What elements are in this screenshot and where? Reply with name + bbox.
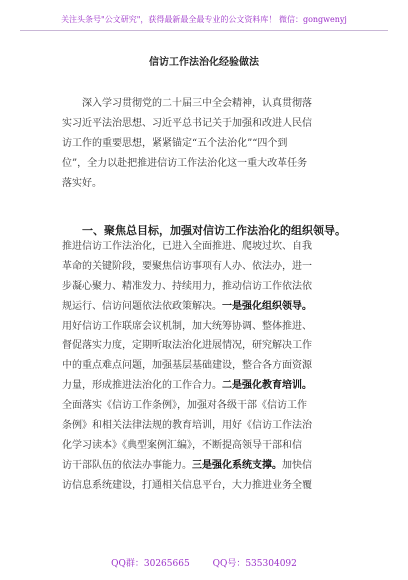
body-line — [62, 277, 352, 297]
intro-paragraph — [62, 94, 352, 193]
intro-line: 位”，全力以赴把推进信访工作法治化这一重大改革任务 — [62, 157, 308, 169]
footer-qq-group: QQ群：30265665 — [111, 559, 190, 569]
body-line — [62, 356, 352, 376]
header-banner: 关注头条号"公文研究"，获得最新最全最专业的公文资料库！ 微信：gongwenyj — [20, 14, 388, 31]
footer — [20, 556, 388, 569]
footer-qq: QQ号：535304092 — [212, 559, 297, 569]
bold-subheading: 三是强化系统支撑。 — [192, 459, 282, 471]
body-line — [62, 317, 352, 337]
body-text: 革命的关键阶段，要聚焦信访事项有人办、依法办，进一 — [62, 260, 312, 272]
bold-subheading: 一是强化组织领导。 — [222, 300, 312, 312]
body-paragraph — [62, 237, 352, 496]
body-text: 全面落实《信访工作条例》，加强对各级干部《信访工作 — [62, 400, 307, 412]
body-text: 访信息系统建设，打通相关信息平台，大力推进业务全覆 — [62, 479, 312, 491]
body-line — [62, 416, 352, 436]
body-text: 用好信访工作联席会议机制，加大统筹协调、整体推进、 — [62, 320, 312, 332]
body-text: 步凝心聚力、精准发力、持续用力，推动信访工作依法依 — [62, 280, 312, 292]
body-line — [62, 476, 352, 496]
body-text: 加快信 — [282, 459, 312, 471]
body-text: 规运行、信访问题依法依政策解决。 — [62, 300, 222, 312]
body-text: 化学习读本》《典型案例汇编》，不断提高领导干部和信 — [62, 439, 302, 451]
body-text: 督促落实力度，定期听取法治化进展情况，研究解决工作 — [62, 340, 312, 352]
intro-line: 实习近平法治思想、习近平总书记关于加强和改进人民信 — [62, 117, 312, 129]
body-line — [62, 237, 352, 257]
intro-line: 访工作的重要思想，紧紧锚定“五个法治化”“四个到 — [62, 137, 288, 149]
bold-subheading: 二是强化教育培训。 — [222, 380, 312, 392]
body-line — [62, 297, 352, 317]
body-line — [62, 336, 352, 356]
document-title: 信访工作法治化经验做法 — [149, 57, 259, 68]
body-text: 推进信访工作法治化，已进入全面推进、爬坡过坎、自我 — [62, 241, 312, 252]
section-heading: 一、聚焦总目标，加强对信访工作法治化的组织领导。 — [82, 224, 346, 237]
body-line — [62, 376, 352, 396]
intro-line: 落实好。 — [62, 177, 102, 189]
intro-line: 深入学习贯彻党的二十届三中全会精神，认真贯彻落 — [82, 98, 312, 109]
body-line — [62, 456, 352, 476]
body-line — [62, 257, 352, 277]
body-text: 条例》和相关法律法规的教育培训，用好《信访工作法治 — [62, 420, 312, 432]
body-text: 中的重点难点问题，加强基层基础建设，整合各方面资源 — [62, 360, 312, 372]
body-text: 访干部队伍的依法办事能力。 — [62, 459, 192, 471]
body-text: 力量，形成推进法治化的工作合力。 — [62, 380, 222, 392]
body-line — [62, 396, 352, 416]
body-line — [62, 436, 352, 456]
